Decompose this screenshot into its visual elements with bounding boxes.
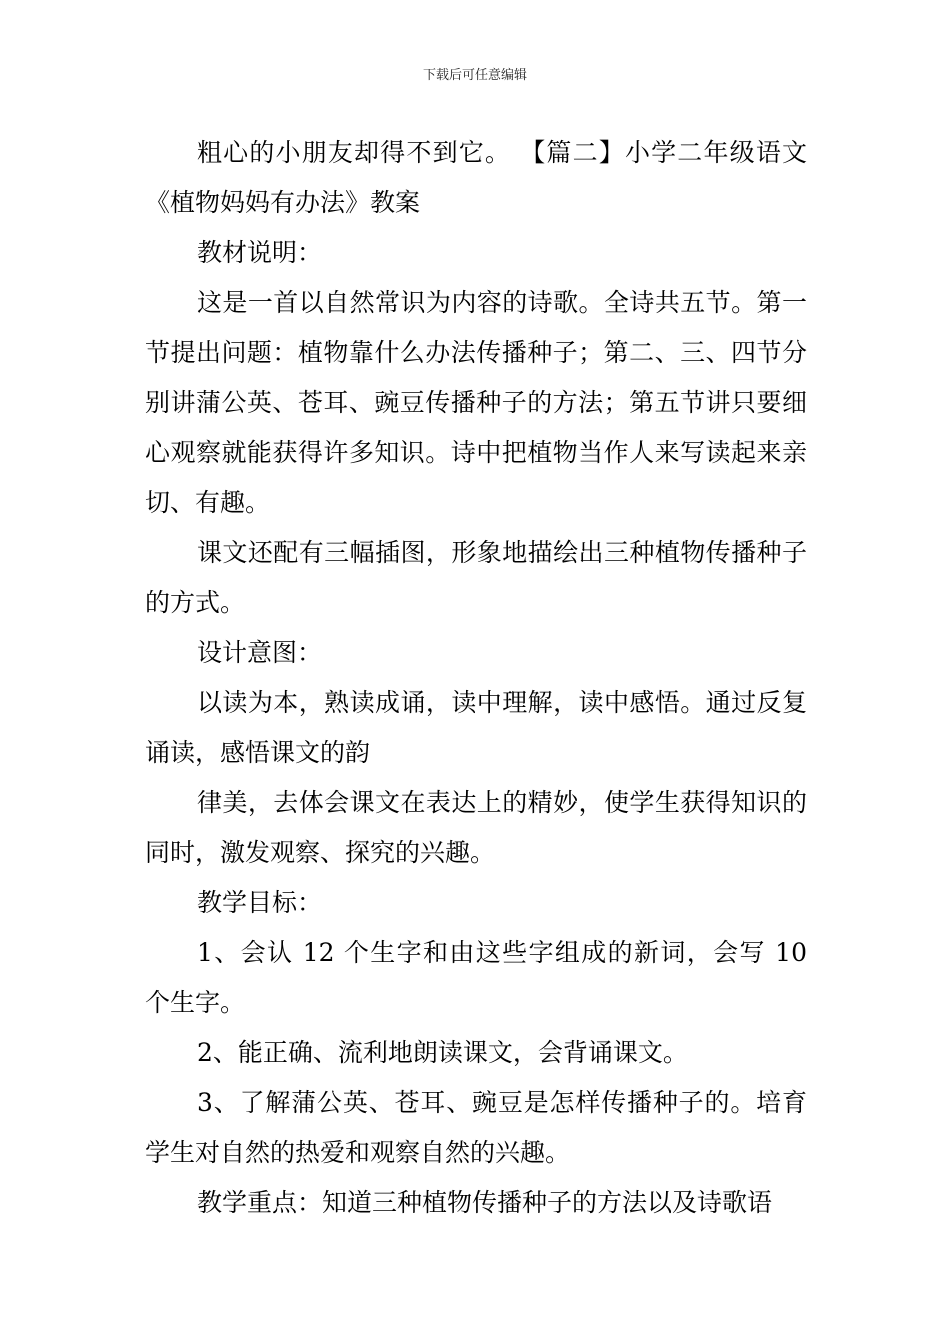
paragraph-3: 这是一首以自然常识为内容的诗歌。全诗共五节。第一节提出问题：植物靠什么办法传播种子；第二、三、四节分别讲蒲公英、苍耳、豌豆传播种子的方法；第五节讲只要细心观察就能获得许多知识。诗中把植物当作人来写读起来亲切、有趣。 (145, 288, 807, 517)
document-body (145, 128, 807, 1228)
paragraph-1: 粗心的小朋友却得不到它。 【篇二】小学二年级语文《植物妈妈有办法》教案 (145, 138, 807, 217)
paragraph-12: 教学重点：知道三种植物传播种子的方法以及诗歌语 (197, 1188, 773, 1217)
paragraph-10: 2、能正确、流利地朗读课文，会背诵课文。 (197, 1038, 688, 1067)
paragraph-2: 教材说明： (197, 238, 323, 267)
paragraph-6: 以读为本，熟读成诵，读中理解，读中感悟。通过反复诵读，感悟课文的韵 (145, 688, 807, 767)
paragraph-9: 1、会认 12 个生字和由这些字组成的新词，会写 10 个生字。 (145, 938, 807, 1017)
paragraph-8: 教学目标： (197, 888, 323, 917)
paragraph-4: 课文还配有三幅插图，形象地描绘出三种植物传播种子的方式。 (145, 538, 807, 617)
paragraph-5: 设计意图： (197, 638, 323, 667)
paragraph-11: 3、了解蒲公英、苍耳、豌豆是怎样传播种子的。培育学生对自然的热爱和观察自然的兴趣。 (145, 1088, 807, 1167)
page-header: 下载后可任意编辑 (422, 68, 527, 83)
paragraph-7: 律美，去体会课文在表达上的精妙，使学生获得知识的同时，激发观察、探究的兴趣。 (145, 788, 807, 867)
